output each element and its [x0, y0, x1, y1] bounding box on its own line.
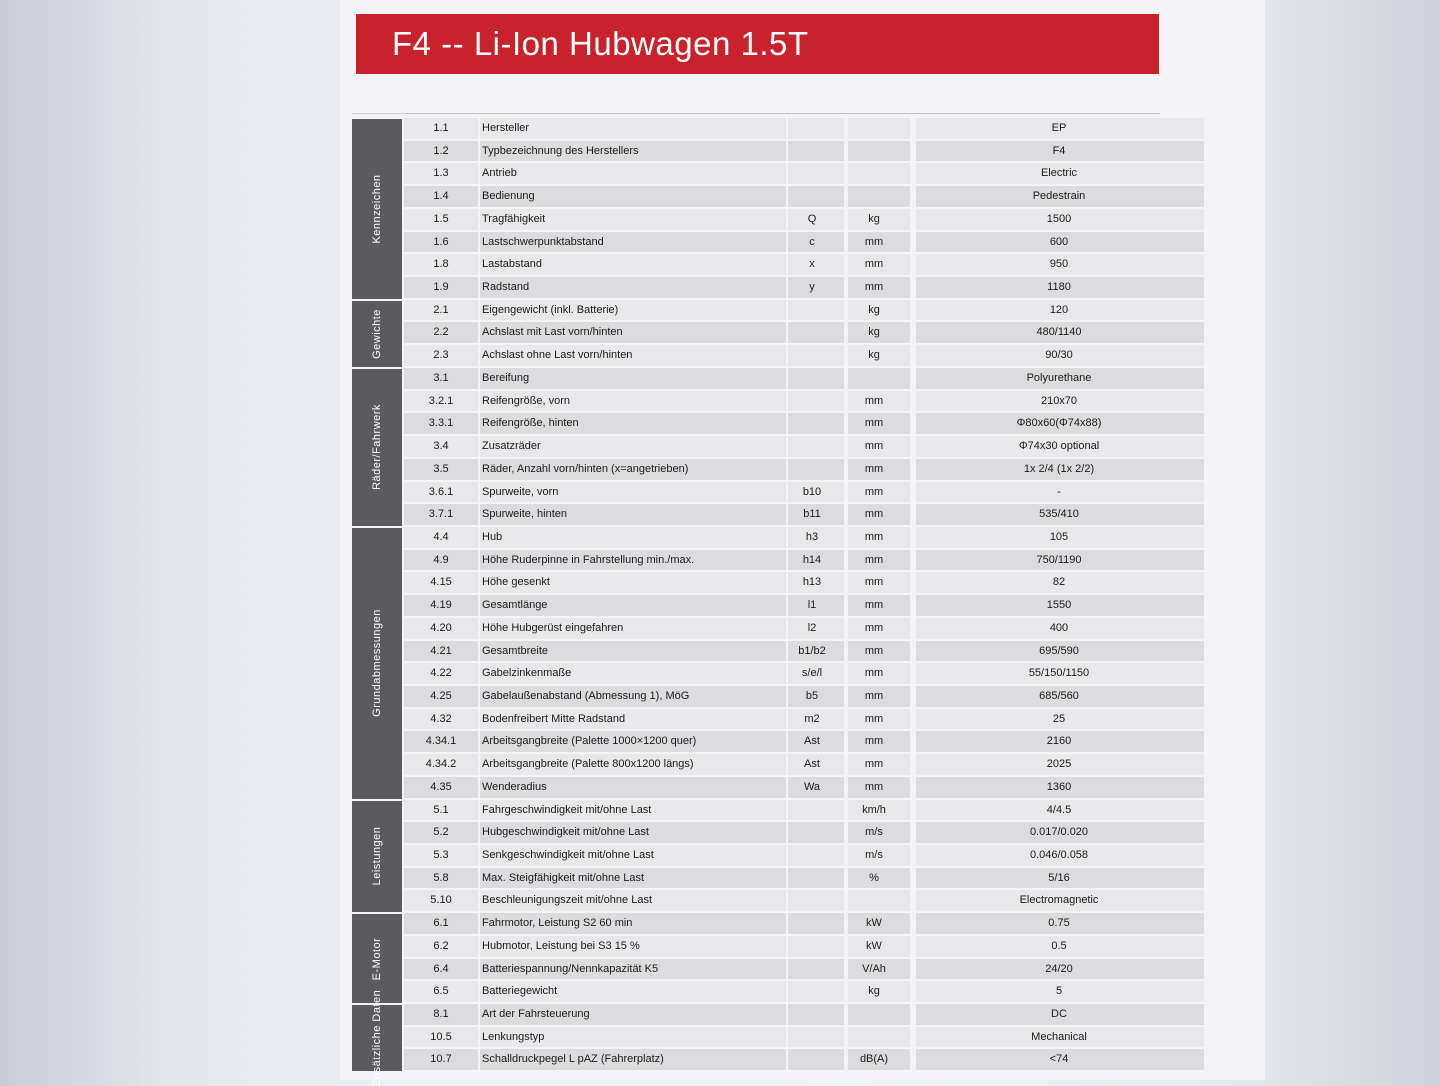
- row-label: Beschleunigungszeit mit/ohne Last: [482, 894, 652, 907]
- row-number: 3.7.1: [428, 508, 454, 521]
- section-block: [352, 367, 402, 526]
- row-label: Lenkungstyp: [482, 1030, 545, 1043]
- row-number: 3.3.1: [428, 417, 454, 430]
- row-cell-background: [848, 163, 910, 184]
- row-label: Gabelaußenabstand (Abmessung 1), MöG: [482, 689, 690, 702]
- row-label: Spurweite, hinten: [482, 508, 567, 521]
- row-label: Höhe Hubgerüst eingefahren: [482, 621, 624, 634]
- row-symbol: h13: [802, 576, 822, 589]
- row-unit: km/h: [862, 803, 886, 816]
- row-value: 0.017/0.020: [1029, 826, 1089, 839]
- row-label: Typbezeichnung des Herstellers: [482, 144, 639, 157]
- row-value: 120: [1049, 303, 1069, 316]
- row-symbol: c: [809, 235, 815, 248]
- row-value: Φ74x30 optional: [1018, 440, 1100, 453]
- row-value: Electric: [1040, 167, 1078, 180]
- row-value: -: [1057, 485, 1061, 498]
- table-row: [404, 640, 1160, 663]
- row-value: 400: [1049, 621, 1069, 634]
- row-label: Lastabstand: [482, 258, 542, 271]
- table-row: [404, 435, 1160, 458]
- row-unit: mm: [864, 667, 884, 680]
- row-symbol: b11: [803, 508, 821, 521]
- table-row: [404, 889, 1160, 912]
- row-label: Gesamtlänge: [482, 599, 548, 612]
- table-row: [404, 185, 1160, 208]
- row-cell-background: [788, 936, 844, 957]
- row-value: 2025: [1046, 758, 1072, 771]
- row-cell-background: [788, 845, 844, 866]
- row-number: 4.35: [430, 780, 452, 793]
- row-unit: mm: [864, 712, 884, 725]
- row-cell-background: [788, 141, 844, 162]
- row-unit: mm: [864, 440, 884, 453]
- row-symbol: b5: [805, 689, 819, 702]
- row-number: 5.8: [433, 871, 449, 884]
- row-value: 210x70: [1040, 394, 1078, 407]
- row-unit: mm: [864, 530, 884, 543]
- row-label: Zusatzräder: [482, 440, 541, 453]
- row-value: 0.5: [1051, 939, 1067, 952]
- row-unit: kW: [866, 917, 882, 930]
- row-label: Tragfähigkeit: [482, 212, 546, 225]
- row-cell-background: [848, 1027, 910, 1048]
- row-cell-background: [788, 368, 844, 389]
- row-unit: mm: [864, 576, 884, 589]
- row-label: Räder, Anzahl vorn/hinten (x=angetrieben): [482, 462, 689, 475]
- row-value: 750/1190: [1036, 553, 1082, 566]
- row-number: 6.4: [433, 962, 449, 975]
- table-row: [404, 1003, 1160, 1026]
- table-row: [404, 958, 1160, 981]
- row-value: 55/150/1150: [1028, 667, 1090, 680]
- row-number: 5.3: [433, 849, 449, 861]
- row-label: Schalldruckpegel L pAZ (Fahrerplatz): [482, 1053, 664, 1066]
- section-block: [352, 799, 402, 913]
- table-row: [404, 481, 1160, 504]
- row-value: Mechanical: [1031, 1030, 1087, 1043]
- row-number: 3.6.1: [428, 485, 454, 498]
- row-label: Bereifung: [482, 371, 530, 384]
- row-number: 4.4: [433, 530, 449, 543]
- row-number: 4.32: [430, 712, 452, 725]
- row-value: 5/16: [1048, 871, 1070, 884]
- section-block: [352, 117, 402, 299]
- row-value: 0.75: [1048, 917, 1070, 930]
- table-row: [404, 935, 1160, 958]
- row-label: Arbeitsgangbreite (Palette 1000×1200 quer): [482, 735, 697, 748]
- row-label: Fahrmotor, Leistung S2 60 min: [482, 917, 633, 930]
- table-row: [404, 526, 1160, 549]
- section-label: Kennzeichen: [371, 174, 383, 244]
- row-cell-background: [788, 322, 844, 343]
- row-value: 1500: [1046, 212, 1072, 225]
- table-row: [404, 708, 1160, 731]
- spec-rows: [404, 117, 1160, 1071]
- row-label: Hub: [482, 530, 503, 543]
- row-unit: kg: [868, 303, 880, 316]
- row-label: Max. Steigfähigkeit mit/ohne Last: [482, 871, 645, 884]
- row-number: 6.2: [433, 939, 449, 952]
- row-number: 2.1: [433, 303, 449, 316]
- row-value: 695/590: [1039, 644, 1079, 657]
- row-label: Hubmotor, Leistung bei S3 15 %: [482, 939, 640, 952]
- section-block: [352, 526, 402, 799]
- row-number: 4.19: [430, 599, 452, 612]
- row-unit: mm: [864, 462, 884, 475]
- row-value: 105: [1049, 530, 1069, 543]
- table-row: [404, 1048, 1160, 1071]
- row-label: Art der Fahrsteuerung: [482, 1008, 590, 1021]
- row-cell-background: [848, 118, 910, 139]
- row-symbol: b10: [802, 485, 822, 498]
- row-cell-background: [788, 118, 844, 139]
- table-row: [404, 617, 1160, 640]
- row-label: Senkgeschwindigkeit mit/ohne Last: [482, 849, 654, 861]
- table-row: [404, 753, 1160, 776]
- table-row: [404, 276, 1160, 299]
- section-column: [352, 117, 402, 1086]
- row-cell-background: [788, 1049, 844, 1070]
- row-number: 2.3: [433, 349, 449, 362]
- row-value: 82: [1052, 576, 1066, 589]
- row-unit: dB(A): [859, 1053, 889, 1066]
- row-label: Radstand: [482, 281, 530, 294]
- row-label: Hubgeschwindigkeit mit/ohne Last: [482, 826, 649, 839]
- row-number: 4.22: [430, 667, 452, 680]
- row-symbol: Ast: [804, 758, 820, 771]
- row-unit: %: [869, 871, 879, 884]
- row-label: Reifengröße, hinten: [482, 417, 579, 430]
- row-value: 24/20: [1045, 962, 1073, 975]
- row-unit: mm: [864, 281, 884, 294]
- row-number: 1.5: [433, 212, 449, 225]
- row-cell-background: [788, 1004, 844, 1025]
- row-cell-background: [788, 959, 844, 980]
- row-cell-background: [788, 1027, 844, 1048]
- row-unit: mm: [864, 417, 884, 430]
- row-label: Höhe gesenkt: [482, 576, 550, 589]
- row-number: 5.1: [433, 803, 449, 816]
- table-top-rule: [352, 113, 1160, 114]
- row-unit: m/s: [865, 849, 883, 861]
- row-symbol: x: [809, 258, 815, 271]
- row-value: EP: [1051, 122, 1067, 134]
- row-value: 1180: [1047, 281, 1071, 294]
- row-cell-background: [848, 890, 910, 911]
- table-row: [404, 844, 1160, 867]
- table-row: [404, 412, 1160, 435]
- section-label: Räder/Fahrwerk: [371, 404, 383, 491]
- row-label: Antrieb: [482, 167, 517, 180]
- row-unit: mm: [864, 394, 884, 407]
- row-cell-background: [788, 868, 844, 889]
- row-value: 5: [1055, 985, 1063, 998]
- table-row: [404, 367, 1160, 390]
- spec-table: [352, 113, 1160, 1086]
- table-row: [404, 140, 1160, 163]
- section-block: [352, 989, 402, 1086]
- row-number: 1.4: [433, 190, 449, 203]
- table-row: [404, 980, 1160, 1003]
- row-number: 2.2: [433, 326, 449, 339]
- row-value: 950: [1049, 258, 1069, 271]
- row-label: Reifengröße, vorn: [482, 394, 571, 407]
- table-row: [404, 117, 1160, 140]
- row-value: 2160: [1046, 735, 1072, 748]
- table-row: [404, 776, 1160, 799]
- row-cell-background: [788, 413, 844, 434]
- row-number: 3.2.1: [428, 394, 454, 407]
- row-number: 4.15: [430, 576, 452, 589]
- row-label: Bedienung: [482, 190, 535, 203]
- row-unit: kW: [866, 939, 882, 952]
- row-value: Pedestrain: [1032, 190, 1086, 203]
- table-row: [404, 685, 1160, 708]
- row-value: 685/560: [1039, 689, 1079, 702]
- row-number: 3.5: [433, 462, 449, 475]
- table-row: [404, 231, 1160, 254]
- row-cell-background: [848, 141, 910, 162]
- row-label: Spurweite, vorn: [482, 485, 559, 498]
- row-value: Polyurethane: [1026, 371, 1092, 384]
- row-unit: mm: [864, 644, 884, 657]
- row-number: 5.2: [433, 826, 449, 839]
- row-value: <74: [1049, 1053, 1069, 1066]
- row-label: Arbeitsgangbreite (Palette 800x1200 längs): [482, 758, 694, 771]
- table-row: [404, 253, 1160, 276]
- table-row: [404, 549, 1160, 572]
- row-value: Φ80x60(Φ74x88): [1016, 417, 1102, 430]
- row-unit: kg: [868, 212, 880, 225]
- row-label: Höhe Ruderpinne in Fahrstellung min./max.: [482, 553, 695, 566]
- section-label: Gewichte: [371, 308, 383, 359]
- row-number: 8.1: [433, 1008, 449, 1021]
- row-cell-background: [788, 459, 844, 480]
- row-number: 4.21: [430, 644, 452, 657]
- row-symbol: s/e/l: [801, 667, 823, 680]
- row-unit: m/s: [865, 826, 883, 839]
- row-cell-background: [848, 186, 910, 207]
- row-number: 1.2: [433, 144, 449, 157]
- table-row: [404, 321, 1160, 344]
- row-unit: V/Ah: [862, 962, 886, 975]
- row-unit: kg: [868, 326, 880, 339]
- row-symbol: h14: [802, 553, 822, 566]
- row-symbol: h3: [805, 530, 819, 543]
- row-unit: mm: [864, 758, 884, 771]
- row-symbol: Ast: [804, 735, 820, 748]
- row-value: 1360: [1046, 780, 1072, 793]
- table-row: [404, 594, 1160, 617]
- row-cell-background: [788, 391, 844, 412]
- row-label: Gesamtbreite: [482, 644, 549, 657]
- row-value: Electromagnetic: [1019, 894, 1099, 907]
- table-row: [404, 821, 1160, 844]
- row-label: Lastschwerpunktabstand: [482, 235, 604, 248]
- row-cell-background: [848, 368, 910, 389]
- row-number: 10.5: [430, 1030, 452, 1043]
- row-symbol: Wa: [803, 780, 821, 793]
- row-unit: kg: [868, 985, 880, 998]
- table-row: [404, 912, 1160, 935]
- table-row: [404, 458, 1160, 481]
- row-number: 1.1: [433, 122, 449, 134]
- row-number: 1.9: [433, 281, 449, 294]
- row-label: Eigengewicht (inkl. Batterie): [482, 303, 619, 316]
- row-unit: mm: [864, 599, 884, 612]
- row-number: 4.25: [430, 689, 452, 702]
- row-cell-background: [788, 822, 844, 843]
- row-label: Gabelzinkenmaße: [482, 667, 572, 680]
- row-label: Achslast mit Last vorn/hinten: [482, 326, 623, 339]
- row-number: 10.7: [430, 1053, 452, 1066]
- row-symbol: b1/b2: [798, 644, 826, 657]
- table-row: [404, 867, 1160, 890]
- table-row: [404, 662, 1160, 685]
- row-value: 480/1140: [1036, 326, 1082, 339]
- row-cell-background: [788, 981, 844, 1002]
- table-row: [404, 730, 1160, 753]
- row-unit: mm: [864, 621, 884, 634]
- row-value: 535/410: [1039, 508, 1079, 521]
- row-unit: kg: [868, 349, 880, 362]
- document-title: F4 -- Li-Ion Hubwagen 1.5T: [356, 14, 1159, 74]
- row-label: Fahrgeschwindigkeit mit/ohne Last: [482, 803, 652, 816]
- row-number: 1.8: [433, 258, 449, 271]
- section-label: E-Motor: [371, 937, 383, 980]
- row-value: 1550: [1046, 599, 1072, 612]
- row-number: 4.34.2: [425, 758, 457, 771]
- section-block: [352, 299, 402, 367]
- row-cell-background: [788, 890, 844, 911]
- row-label: Wenderadius: [482, 780, 547, 793]
- row-symbol: Q: [807, 212, 817, 225]
- table-row: [404, 390, 1160, 413]
- row-label: Hersteller: [482, 122, 530, 134]
- row-number: 3.1: [433, 371, 449, 384]
- table-row: [404, 208, 1160, 231]
- row-symbol: y: [809, 281, 815, 294]
- row-cell-background: [788, 913, 844, 934]
- row-unit: mm: [864, 735, 884, 748]
- row-value: 0.046/0.058: [1029, 849, 1089, 861]
- row-number: 3.4: [433, 440, 449, 453]
- row-unit: mm: [864, 689, 884, 702]
- row-symbol: m2: [804, 712, 820, 725]
- table-row: [404, 503, 1160, 526]
- row-unit: mm: [864, 508, 884, 521]
- row-label: Achslast ohne Last vorn/hinten: [482, 349, 633, 362]
- row-cell-background: [788, 345, 844, 366]
- row-unit: mm: [864, 485, 884, 498]
- row-unit: mm: [864, 258, 884, 271]
- row-value: 1x 2/4 (1x 2/2): [1023, 462, 1095, 475]
- row-cell-background: [788, 186, 844, 207]
- row-cell-background: [848, 1004, 910, 1025]
- row-value: 600: [1049, 235, 1069, 248]
- row-number: 4.9: [433, 553, 449, 566]
- table-row: [404, 571, 1160, 594]
- table-row: [404, 344, 1160, 367]
- section-label: Leistungen: [371, 826, 383, 886]
- row-number: 1.3: [433, 167, 449, 180]
- row-unit: mm: [864, 235, 884, 248]
- row-value: 4/4.5: [1046, 803, 1072, 816]
- section-label: Grundabmessungen: [371, 609, 383, 718]
- row-label: Batteriespannung/Nennkapazität K5: [482, 962, 659, 975]
- row-number: 4.34.1: [425, 735, 457, 748]
- row-cell-background: [788, 436, 844, 457]
- row-value: 90/30: [1045, 349, 1073, 362]
- row-label: Bodenfreibert Mitte Radstand: [482, 712, 626, 725]
- table-row: [404, 299, 1160, 322]
- row-number: 1.6: [433, 235, 449, 248]
- row-label: Batteriegewicht: [482, 985, 558, 998]
- section-label: Zusätzliche Daten: [371, 989, 383, 1086]
- row-unit: mm: [864, 780, 884, 793]
- row-number: 5.10: [430, 894, 452, 907]
- table-row: [404, 1026, 1160, 1049]
- row-cell-background: [788, 300, 844, 321]
- row-value: F4: [1052, 144, 1066, 157]
- row-symbol: l1: [807, 599, 817, 612]
- row-value: DC: [1051, 1008, 1067, 1021]
- table-row: [404, 162, 1160, 185]
- row-number: 6.1: [433, 917, 449, 930]
- row-cell-background: [788, 163, 844, 184]
- row-number: 6.5: [433, 985, 449, 998]
- row-number: 4.20: [430, 621, 452, 634]
- row-cell-background: [788, 800, 844, 821]
- row-value: 25: [1052, 712, 1066, 725]
- row-symbol: l2: [807, 621, 817, 634]
- table-row: [404, 799, 1160, 822]
- row-unit: mm: [864, 553, 884, 566]
